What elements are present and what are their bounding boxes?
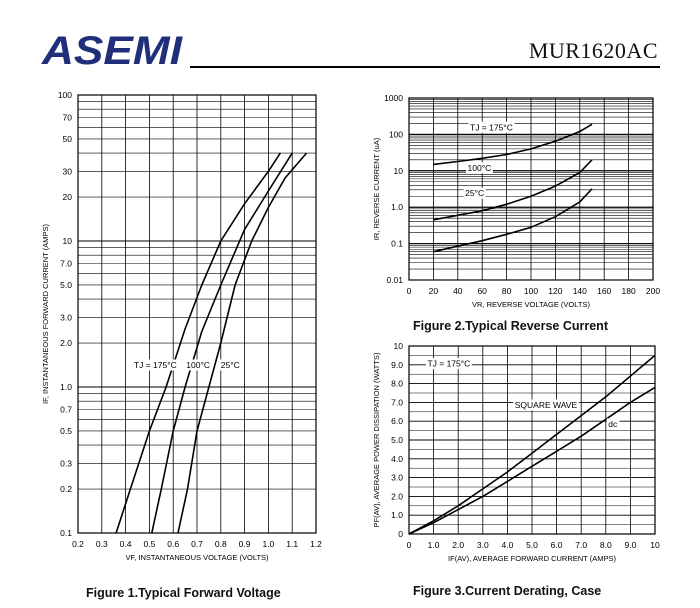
fig3-y-tick-label: 6.0 <box>391 416 403 427</box>
fig2-x-tick-label: 160 <box>597 286 612 296</box>
fig1-annotation: TJ = 175°C <box>133 359 177 370</box>
fig2-x-tick-label: 0 <box>406 286 412 296</box>
fig2-y-tick-label: 10 <box>393 165 403 176</box>
fig3-annotation: dc <box>608 418 618 429</box>
fig3-y-tick-label: 3.0 <box>391 472 403 483</box>
fig1-x-tick-label: 0.2 <box>72 539 84 549</box>
fig1-y-tick-label: 70 <box>62 112 72 123</box>
fig3-y-tick-label: 0 <box>398 529 403 539</box>
fig2-x-tick-label: 60 <box>477 286 487 296</box>
fig3-x-tick-label: 10 <box>650 540 660 550</box>
fig3-x-tick-label: 5.0 <box>526 540 538 550</box>
fig3-x-tick-label: 7.0 <box>575 540 588 550</box>
fig1-x-tick-label: 0.6 <box>167 539 180 549</box>
fig3-x-tick-label: 1.0 <box>427 540 440 550</box>
fig2-y-axis-title: IR, REVERSE CURRENT (uA) <box>372 137 381 241</box>
fig1-x-tick-label: 0.7 <box>191 539 203 549</box>
fig2-y-tick-label: 1000 <box>384 93 403 103</box>
fig2-y-tick-label: 0.01 <box>386 275 403 285</box>
fig2-x-tick-label: 80 <box>501 286 512 296</box>
fig2-y-tick-label: 100 <box>388 129 403 140</box>
fig2-y-tick-label: 1.0 <box>391 202 403 213</box>
fig2-y-tick-label: 0.1 <box>391 238 403 249</box>
fig2-x-tick-label: 180 <box>621 286 636 296</box>
fig1-y-tick-label: 0.7 <box>60 404 72 415</box>
fig2-x-axis-title: VR, REVERSE VOLTAGE (VOLTS) <box>472 300 590 309</box>
fig2-x-tick-label: 100 <box>523 286 539 296</box>
fig1-y-tick-label: 0.1 <box>60 528 72 538</box>
fig2-annotation: 25°C <box>465 188 485 199</box>
fig2-series-line <box>433 189 592 252</box>
fig3-x-axis-title: IF(AV), AVERAGE FORWARD CURRENT (AMPS) <box>448 554 616 563</box>
fig2-x-tick-label: 20 <box>428 286 439 296</box>
fig2-annotation: TJ = 175°C <box>470 122 513 133</box>
fig1-y-tick-label: 5.0 <box>60 279 72 290</box>
fig1-y-tick-label: 2.0 <box>60 338 72 349</box>
fig1-y-tick-label: 20 <box>62 192 72 203</box>
figure3-caption: Figure 3.Current Derating, Case <box>413 584 602 598</box>
fig2-x-tick-label: 40 <box>453 286 463 296</box>
fig1-y-tick-label: 1.0 <box>60 382 72 392</box>
fig1-x-tick-label: 0.5 <box>143 539 156 549</box>
fig3-y-tick-label: 1.0 <box>391 510 403 521</box>
fig3-y-tick-label: 2.0 <box>391 491 403 502</box>
fig1-x-tick-label: 0.4 <box>119 539 132 549</box>
fig1-y-tick-label: 3.0 <box>60 312 72 323</box>
fig3-x-tick-label: 3.0 <box>476 540 489 550</box>
fig3-x-tick-label: 9.0 <box>624 540 637 550</box>
fig1-x-axis-title: VF, INSTANTANEOUS VOLTAGE (VOLTS) <box>125 553 269 562</box>
fig1-y-tick-label: 0.2 <box>60 484 72 495</box>
fig1-y-tick-label: 0.5 <box>60 425 72 436</box>
fig3-y-tick-label: 4.0 <box>391 453 403 464</box>
fig3-x-tick-label: 8.0 <box>599 540 612 550</box>
fig3-y-tick-label: 7.0 <box>391 397 403 408</box>
fig1-x-tick-label: 0.3 <box>95 539 108 549</box>
fig2-x-tick-label: 200 <box>645 286 661 296</box>
logo-text: ASEMI <box>40 30 183 70</box>
fig3-annotation: TJ = 175°C <box>427 358 471 369</box>
fig1-x-tick-label: 1.2 <box>310 539 322 549</box>
figure1-caption: Figure 1.Typical Forward Voltage <box>86 586 281 600</box>
fig3-x-tick-label: 0 <box>406 540 412 550</box>
fig1-x-tick-label: 1.0 <box>262 539 275 549</box>
fig2-x-tick-label: 120 <box>548 286 563 296</box>
fig1-annotation: 25°C <box>220 359 240 370</box>
fig2-annotation: 100°C <box>467 162 492 173</box>
fig1-y-tick-label: 0.3 <box>60 458 72 469</box>
fig3-x-tick-label: 4.0 <box>501 540 514 550</box>
fig1-y-tick-label: 30 <box>62 166 72 177</box>
fig1-x-tick-label: 1.1 <box>286 539 299 549</box>
fig3-y-tick-label: 9.0 <box>391 359 403 370</box>
fig1-y-tick-label: 100 <box>57 90 72 100</box>
fig3-x-tick-label: 2.0 <box>452 540 465 550</box>
figure2-caption: Figure 2.Typical Reverse Current <box>413 319 608 333</box>
part-number: MUR1620AC <box>528 38 658 63</box>
fig1-y-tick-label: 10 <box>62 236 72 246</box>
fig3-y-tick-label: 8.0 <box>391 378 403 389</box>
fig3-y-tick-label: 10 <box>393 341 403 351</box>
fig1-x-tick-label: 0.9 <box>238 539 251 549</box>
fig3-y-tick-label: 5.0 <box>391 435 403 445</box>
fig3-y-axis-title: PF(AV), AVERAGE POWER DISSIPATION (WATTS) <box>372 352 381 528</box>
fig3-annotation: SQUARE WAVE <box>514 400 578 411</box>
fig1-y-tick-label: 7.0 <box>60 258 72 269</box>
fig1-y-tick-label: 50 <box>62 133 72 144</box>
fig2-x-tick-label: 140 <box>572 286 587 296</box>
fig3-x-tick-label: 6.0 <box>550 540 563 550</box>
fig1-y-axis-title: IF, INSTANTANEOUS FORWARD CURRENT (AMPS) <box>41 223 50 405</box>
fig1-annotation: 100°C <box>186 359 211 370</box>
fig1-x-tick-label: 0.8 <box>214 539 227 549</box>
